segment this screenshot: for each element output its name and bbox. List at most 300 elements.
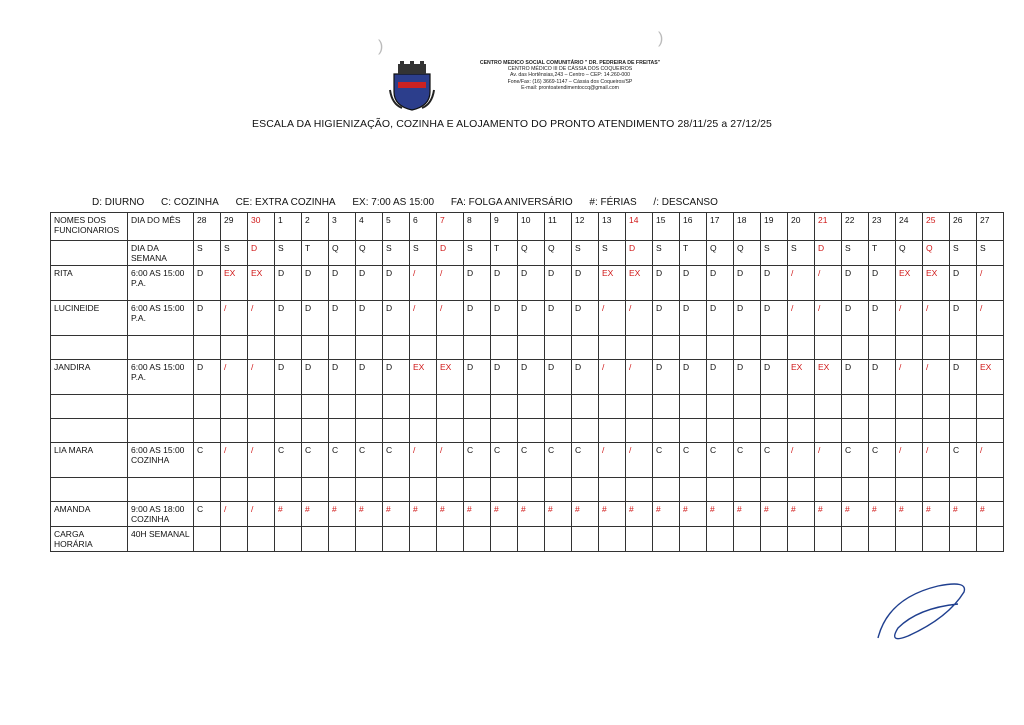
schedule-cell <box>464 336 491 360</box>
schedule-cell: / <box>437 443 464 478</box>
schedule-cell <box>329 395 356 419</box>
weekday-cell: Q <box>896 241 923 266</box>
schedule-cell <box>815 527 842 552</box>
schedule-cell: D <box>572 360 599 395</box>
weekday-label: DIA DA SEMANA <box>128 241 194 266</box>
schedule-cell <box>572 419 599 443</box>
day-of-month-cell: 4 <box>356 213 383 241</box>
schedule-cell: # <box>896 502 923 527</box>
schedule-cell <box>383 478 410 502</box>
schedule-cell <box>491 419 518 443</box>
shift-hours <box>128 419 194 443</box>
schedule-cell: C <box>518 443 545 478</box>
day-of-month-cell: 5 <box>383 213 410 241</box>
schedule-cell <box>194 527 221 552</box>
schedule-cell <box>545 527 572 552</box>
day-of-month-cell: 13 <box>599 213 626 241</box>
schedule-cell <box>329 336 356 360</box>
schedule-cell <box>464 478 491 502</box>
schedule-cell: C <box>680 443 707 478</box>
weekday-cell: Q <box>356 241 383 266</box>
schedule-cell: D <box>761 360 788 395</box>
weekday-cell: S <box>572 241 599 266</box>
schedule-cell <box>194 478 221 502</box>
schedule-cell: # <box>734 502 761 527</box>
day-of-month-cell: 8 <box>464 213 491 241</box>
schedule-cell: / <box>923 443 950 478</box>
schedule-cell <box>680 395 707 419</box>
schedule-cell: D <box>329 301 356 336</box>
schedule-cell <box>410 478 437 502</box>
weekday-cell: D <box>815 241 842 266</box>
weekday-cell: S <box>221 241 248 266</box>
institution-line: CENTRO MÉDICO III DE CÁSSIA DOS COQUEIROS <box>507 66 633 73</box>
employee-name: JANDIRA <box>51 360 128 395</box>
schedule-cell <box>518 527 545 552</box>
schedule-cell: / <box>221 360 248 395</box>
schedule-cell <box>383 527 410 552</box>
schedule-cell: EX <box>815 360 842 395</box>
schedule-cell: D <box>950 360 977 395</box>
schedule-cell: / <box>896 443 923 478</box>
employee-name: CARGA HORÁRIA <box>51 527 128 552</box>
schedule-cell <box>518 395 545 419</box>
schedule-cell <box>248 419 275 443</box>
schedule-cell: D <box>707 301 734 336</box>
institution-line: CENTRO MEDICO SOCIAL COMUNITÁRIO " DR. PEDREIRA DE FREITAS" <box>479 60 661 66</box>
day-of-month-cell: 3 <box>329 213 356 241</box>
schedule-cell <box>572 527 599 552</box>
weekday-cell: S <box>977 241 1004 266</box>
table-header-row <box>51 213 1004 241</box>
schedule-cell <box>923 478 950 502</box>
schedule-cell <box>896 527 923 552</box>
schedule-cell <box>329 478 356 502</box>
schedule-cell: C <box>275 443 302 478</box>
schedule-cell <box>977 419 1004 443</box>
weekday-cell: D <box>437 241 464 266</box>
schedule-cell <box>221 336 248 360</box>
shift-hours: 9:00 AS 18:00 COZINHA <box>128 502 194 527</box>
schedule-cell: C <box>545 443 572 478</box>
schedule-cell <box>653 395 680 419</box>
weekday-cell: Q <box>707 241 734 266</box>
schedule-cell <box>815 395 842 419</box>
schedule-cell <box>896 395 923 419</box>
weekday-cell: S <box>599 241 626 266</box>
schedule-cell: D <box>869 301 896 336</box>
schedule-cell <box>221 527 248 552</box>
schedule-cell <box>248 478 275 502</box>
schedule-cell: D <box>707 266 734 301</box>
schedule-cell: D <box>302 360 329 395</box>
schedule-cell: D <box>842 301 869 336</box>
schedule-cell: EX <box>896 266 923 301</box>
schedule-cell <box>896 336 923 360</box>
day-of-month-cell: 1 <box>275 213 302 241</box>
schedule-cell <box>599 395 626 419</box>
schedule-cell: D <box>950 301 977 336</box>
schedule-cell: D <box>302 266 329 301</box>
schedule-cell <box>356 419 383 443</box>
schedule-cell <box>410 419 437 443</box>
schedule-cell: C <box>329 443 356 478</box>
schedule-cell: D <box>275 266 302 301</box>
legend-item: FA: FOLGA ANIVERSÁRIO <box>450 197 573 208</box>
schedule-cell: / <box>410 266 437 301</box>
schedule-cell: # <box>950 502 977 527</box>
municipal-crest-icon <box>388 60 436 112</box>
schedule-cell: EX <box>221 266 248 301</box>
day-of-month-cell: 27 <box>977 213 1004 241</box>
schedule-cell: D <box>383 360 410 395</box>
schedule-cell: # <box>680 502 707 527</box>
schedule-cell: / <box>437 266 464 301</box>
weekday-cell: S <box>653 241 680 266</box>
schedule-cell <box>437 478 464 502</box>
schedule-cell <box>734 419 761 443</box>
schedule-cell: C <box>869 443 896 478</box>
schedule-cell: D <box>194 301 221 336</box>
schedule-cell <box>626 395 653 419</box>
schedule-cell <box>842 395 869 419</box>
institution-line: Fone/Fax: (16) 3669-1147 – Cássia dos Coqueiros/SP <box>507 78 633 85</box>
schedule-cell: # <box>923 502 950 527</box>
schedule-cell: D <box>869 360 896 395</box>
shift-hours: 6:00 AS 15:00 COZINHA <box>128 443 194 478</box>
schedule-cell <box>410 527 437 552</box>
page-title: ESCALA DA HIGIENIZAÇÃO, COZINHA E ALOJAMENTO DO PRONTO ATENDIMENTO 28/11/25 a 27/12/25 <box>252 118 772 130</box>
day-of-month-cell: 19 <box>761 213 788 241</box>
schedule-cell <box>842 478 869 502</box>
day-of-month-cell: 12 <box>572 213 599 241</box>
schedule-cell <box>275 527 302 552</box>
schedule-cell <box>599 478 626 502</box>
day-of-month-cell: 14 <box>626 213 653 241</box>
day-of-month-cell: 6 <box>410 213 437 241</box>
schedule-cell <box>221 419 248 443</box>
day-of-month-cell: 28 <box>194 213 221 241</box>
schedule-cell: D <box>761 266 788 301</box>
schedule-cell: EX <box>626 266 653 301</box>
weekday-cell: T <box>869 241 896 266</box>
schedule-cell <box>599 527 626 552</box>
weekday-cell: S <box>788 241 815 266</box>
schedule-cell <box>842 419 869 443</box>
schedule-cell: # <box>761 502 788 527</box>
schedule-cell: D <box>275 301 302 336</box>
schedule-cell: D <box>329 360 356 395</box>
table-row <box>51 443 1004 478</box>
table-row <box>51 502 1004 527</box>
schedule-cell: EX <box>923 266 950 301</box>
schedule-cell: / <box>788 301 815 336</box>
schedule-cell: C <box>464 443 491 478</box>
schedule-cell: # <box>815 502 842 527</box>
schedule-cell <box>977 478 1004 502</box>
table-row <box>51 395 1004 419</box>
schedule-cell <box>275 395 302 419</box>
schedule-cell <box>950 419 977 443</box>
schedule-cell <box>977 527 1004 552</box>
schedule-cell <box>653 527 680 552</box>
schedule-cell <box>491 336 518 360</box>
schedule-cell: C <box>572 443 599 478</box>
legend-item: D: DIURNO <box>92 197 145 208</box>
schedule-cell <box>923 527 950 552</box>
schedule-cell: D <box>518 301 545 336</box>
schedule-cell <box>977 395 1004 419</box>
schedule-cell <box>437 395 464 419</box>
schedule-cell: / <box>221 301 248 336</box>
schedule-cell <box>545 336 572 360</box>
shift-hours: 40H SEMANAL <box>128 527 194 552</box>
schedule-cell <box>896 478 923 502</box>
table-row <box>51 360 1004 395</box>
schedule-cell: / <box>599 360 626 395</box>
weekday-cell: Q <box>545 241 572 266</box>
schedule-cell: C <box>842 443 869 478</box>
schedule-cell: D <box>491 360 518 395</box>
shift-hours <box>128 395 194 419</box>
schedule-cell <box>248 395 275 419</box>
day-of-month-cell: 30 <box>248 213 275 241</box>
schedule-cell: / <box>626 360 653 395</box>
schedule-cell <box>707 527 734 552</box>
schedule-cell <box>950 336 977 360</box>
schedule-cell <box>626 419 653 443</box>
schedule-cell: D <box>680 266 707 301</box>
day-of-month-cell: 2 <box>302 213 329 241</box>
schedule-cell <box>788 478 815 502</box>
schedule-cell: # <box>329 502 356 527</box>
schedule-cell: # <box>275 502 302 527</box>
schedule-cell <box>329 419 356 443</box>
employee-name <box>51 395 128 419</box>
weekday-cell: T <box>491 241 518 266</box>
schedule-cell <box>734 527 761 552</box>
employee-name <box>51 478 128 502</box>
weekday-cell: S <box>410 241 437 266</box>
employee-name: AMANDA <box>51 502 128 527</box>
day-of-month-cell: 22 <box>842 213 869 241</box>
schedule-cell: D <box>680 360 707 395</box>
schedule-cell: / <box>599 443 626 478</box>
schedule-cell: C <box>356 443 383 478</box>
day-of-month-cell: 9 <box>491 213 518 241</box>
schedule-cell <box>356 336 383 360</box>
schedule-cell: # <box>545 502 572 527</box>
schedule-cell <box>221 395 248 419</box>
schedule-cell: EX <box>788 360 815 395</box>
employee-name <box>51 419 128 443</box>
signature-stamp <box>868 578 978 648</box>
schedule-cell: # <box>410 502 437 527</box>
day-of-month-cell: 20 <box>788 213 815 241</box>
employee-name: LUCINEIDE <box>51 301 128 336</box>
schedule-cell: C <box>383 443 410 478</box>
scan-mark: ) <box>378 38 384 55</box>
day-of-month-cell: 24 <box>896 213 923 241</box>
schedule-cell: D <box>356 301 383 336</box>
weekday-cell: S <box>275 241 302 266</box>
schedule-table <box>50 212 1004 552</box>
schedule-cell: D <box>842 360 869 395</box>
schedule-cell <box>761 395 788 419</box>
schedule-cell: / <box>788 266 815 301</box>
schedule-cell <box>599 419 626 443</box>
schedule-cell <box>788 336 815 360</box>
schedule-cell <box>950 478 977 502</box>
schedule-cell <box>761 336 788 360</box>
schedule-cell <box>707 419 734 443</box>
schedule-cell <box>653 419 680 443</box>
schedule-cell: D <box>356 266 383 301</box>
schedule-cell <box>302 478 329 502</box>
schedule-cell: # <box>572 502 599 527</box>
weekday-cell: D <box>626 241 653 266</box>
schedule-cell <box>626 336 653 360</box>
schedule-cell: / <box>923 301 950 336</box>
schedule-cell <box>869 478 896 502</box>
schedule-cell: / <box>977 301 1004 336</box>
day-of-month-cell: 16 <box>680 213 707 241</box>
schedule-cell: C <box>734 443 761 478</box>
weekday-cell: Q <box>923 241 950 266</box>
weekday-cell: Q <box>734 241 761 266</box>
day-of-month-cell: 10 <box>518 213 545 241</box>
schedule-cell: D <box>653 360 680 395</box>
schedule-cell <box>383 419 410 443</box>
schedule-cell <box>329 527 356 552</box>
schedule-cell <box>464 527 491 552</box>
schedule-cell <box>491 478 518 502</box>
employee-name <box>51 336 128 360</box>
schedule-cell <box>842 336 869 360</box>
schedule-cell: / <box>626 301 653 336</box>
schedule-cell <box>815 419 842 443</box>
schedule-cell <box>437 527 464 552</box>
schedule-cell: D <box>734 360 761 395</box>
schedule-cell: D <box>329 266 356 301</box>
schedule-cell <box>572 478 599 502</box>
schedule-cell: D <box>842 266 869 301</box>
schedule-cell <box>842 527 869 552</box>
schedule-cell <box>653 336 680 360</box>
schedule-cell: D <box>518 360 545 395</box>
weekday-cell: S <box>761 241 788 266</box>
schedule-cell <box>923 419 950 443</box>
legend-item: EX: 7:00 AS 15:00 <box>352 197 435 208</box>
schedule-cell: EX <box>410 360 437 395</box>
schedule-cell: # <box>437 502 464 527</box>
schedule-cell: # <box>491 502 518 527</box>
weekday-cell: Q <box>518 241 545 266</box>
schedule-cell <box>788 419 815 443</box>
schedule-cell: D <box>572 266 599 301</box>
schedule-cell: / <box>788 443 815 478</box>
day-of-month-cell: 15 <box>653 213 680 241</box>
schedule-cell <box>437 336 464 360</box>
schedule-cell: D <box>545 301 572 336</box>
schedule-cell: / <box>410 443 437 478</box>
table-row <box>51 478 1004 502</box>
schedule-cell: / <box>221 443 248 478</box>
schedule-cell: / <box>248 360 275 395</box>
schedule-cell <box>626 478 653 502</box>
letterhead <box>388 52 708 108</box>
schedule-cell: # <box>356 502 383 527</box>
schedule-cell: / <box>248 443 275 478</box>
employee-name: LIA MARA <box>51 443 128 478</box>
legend-item: /: DESCANSO <box>653 197 718 208</box>
schedule-cell <box>707 395 734 419</box>
schedule-cell <box>437 419 464 443</box>
schedule-cell: / <box>977 266 1004 301</box>
institution-line: Av. das Hortênsias,243 – Centro – CEP: 14.260-000 <box>509 72 631 79</box>
schedule-cell: # <box>977 502 1004 527</box>
schedule-cell: EX <box>248 266 275 301</box>
schedule-cell: EX <box>599 266 626 301</box>
schedule-cell <box>626 527 653 552</box>
schedule-cell: D <box>302 301 329 336</box>
schedule-cell <box>275 419 302 443</box>
schedule-cell <box>194 395 221 419</box>
schedule-cell <box>788 395 815 419</box>
schedule-cell <box>680 336 707 360</box>
schedule-cell <box>464 395 491 419</box>
scan-mark: ) <box>658 30 664 47</box>
schedule-cell <box>815 478 842 502</box>
schedule-cell: EX <box>977 360 1004 395</box>
table-row <box>51 527 1004 552</box>
schedule-cell: C <box>194 502 221 527</box>
schedule-cell: C <box>707 443 734 478</box>
schedule-cell: C <box>653 443 680 478</box>
schedule-cell: D <box>545 266 572 301</box>
schedule-cell: EX <box>437 360 464 395</box>
schedule-cell: / <box>896 360 923 395</box>
schedule-cell: D <box>761 301 788 336</box>
schedule-cell <box>275 478 302 502</box>
schedule-cell <box>680 527 707 552</box>
shift-hours <box>128 336 194 360</box>
schedule-cell <box>734 395 761 419</box>
schedule-cell <box>383 395 410 419</box>
schedule-cell <box>545 478 572 502</box>
schedule-cell <box>275 336 302 360</box>
schedule-cell: # <box>518 502 545 527</box>
schedule-cell: / <box>437 301 464 336</box>
weekday-cell: T <box>302 241 329 266</box>
schedule-cell <box>356 478 383 502</box>
schedule-cell <box>977 336 1004 360</box>
schedule-cell: / <box>410 301 437 336</box>
schedule-cell <box>572 336 599 360</box>
table-row <box>51 419 1004 443</box>
schedule-cell <box>761 478 788 502</box>
schedule-cell <box>734 478 761 502</box>
legend-item: C: COZINHA <box>161 197 219 208</box>
schedule-cell: / <box>896 301 923 336</box>
weekday-row <box>51 241 1004 266</box>
schedule-cell <box>599 336 626 360</box>
weekday-cell: S <box>194 241 221 266</box>
schedule-cell: # <box>788 502 815 527</box>
schedule-cell <box>518 419 545 443</box>
schedule-cell <box>464 419 491 443</box>
schedule-cell <box>302 419 329 443</box>
